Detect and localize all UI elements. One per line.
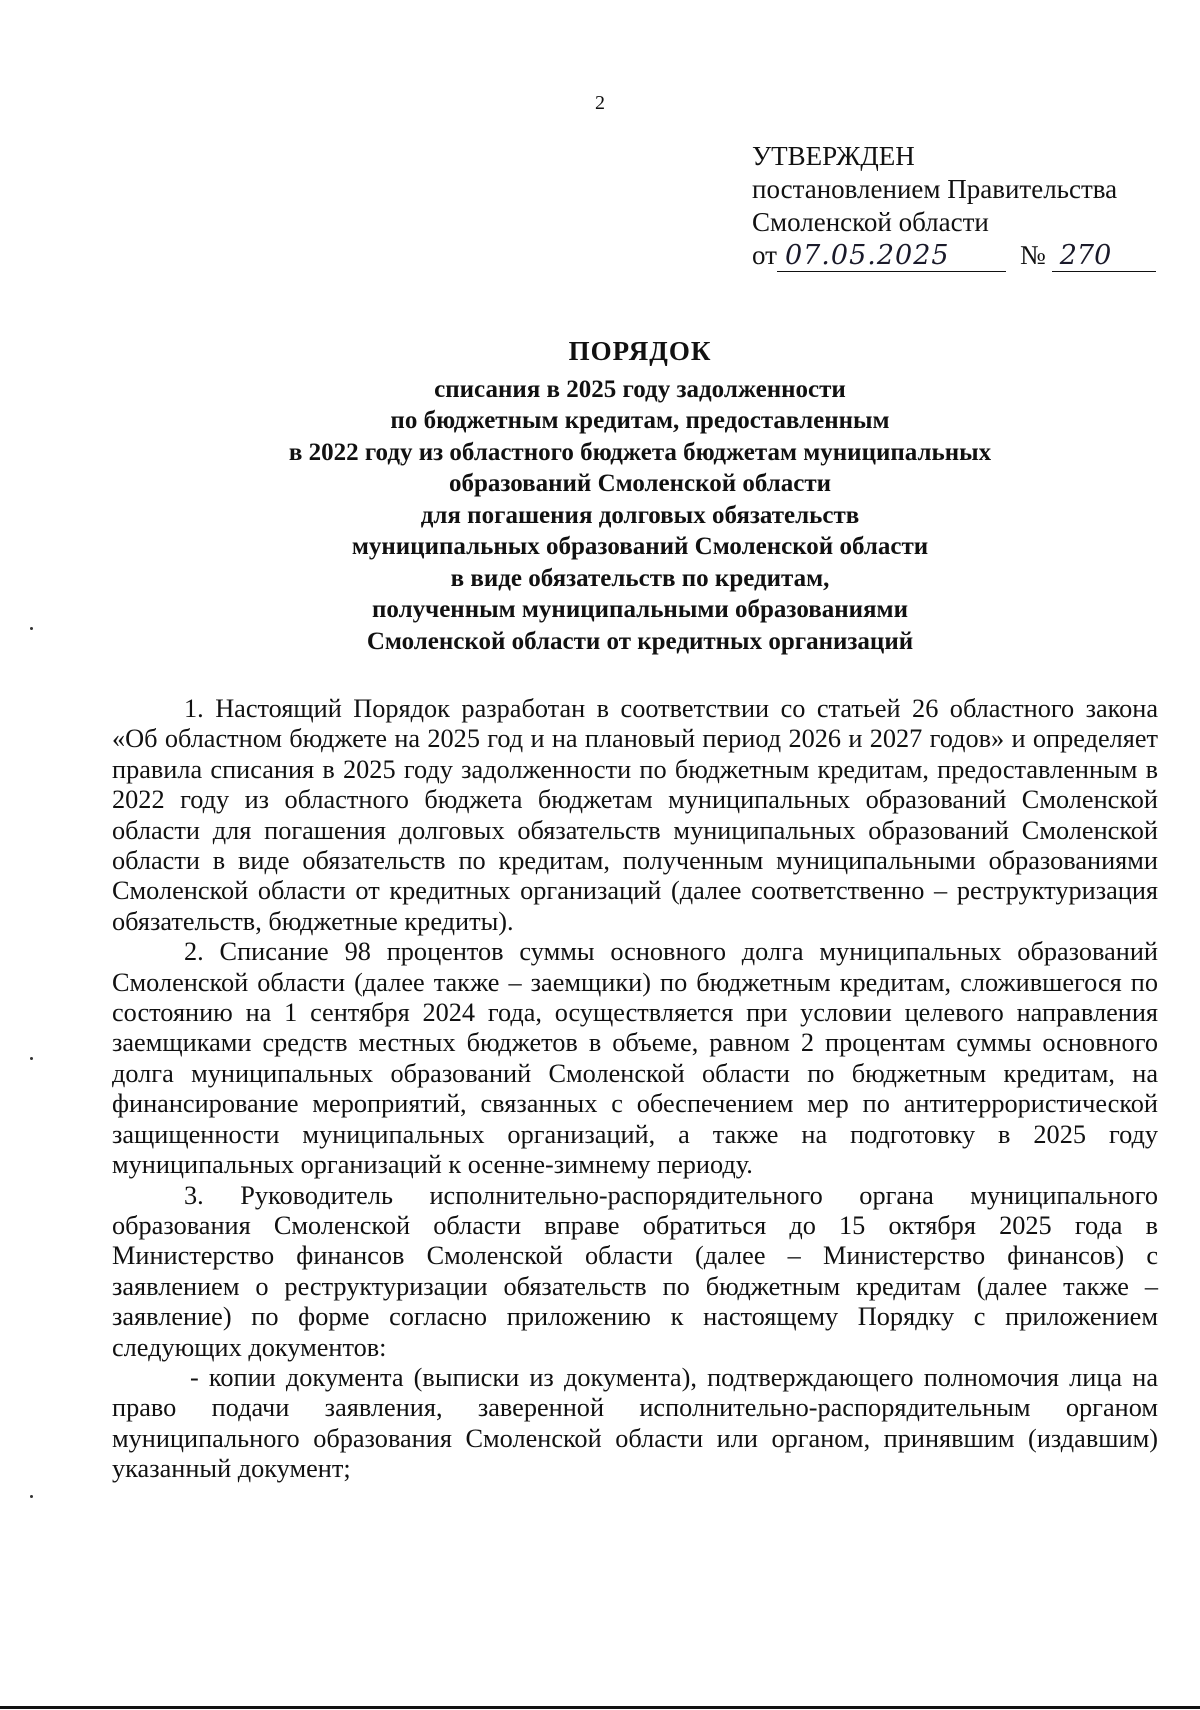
title-line: в 2022 году из областного бюджета бюджетам муниципальных	[288, 438, 992, 466]
paragraph-1: 1. Настоящий Порядок разработан в соответствии со статьей 26 областного закона «Об областном бюджете на 2025 год и на плановый период 2026 и 2027 годов» и определяет правила списания в 2025 году задолженности по бюджетным кредитам, предоставленным в 2022 году из областного бюджета бюджетам муниципальных образований Смоленской области для погашения долговых обязательств муниципальных образований Смоленской области в виде обязательств по кредитам, полученным муниципальными образованиями Смоленской области от кредитных организаций (далее соответственно – реструктуризация обязательств, бюджетные кредиты).	[112, 694, 1158, 936]
approval-line-1: постановлением Правительства	[752, 174, 1118, 204]
paragraph-3: 3. Руководитель исполнительно-распорядительного органа муниципального образования Смоленской области вправе обратиться до 15 октября 2025 года в Министерство финансов Смоленской области (далее – Министерство финансов) с заявлением о реструктуризации обязательств по бюджетным кредитам (далее также – заявление) по форме согласно приложению к настоящему Порядку с приложением следующих документов:	[112, 1180, 1158, 1362]
title-line: полученным муниципальными образованиями	[372, 596, 908, 623]
title-line: образований Смоленской области	[448, 470, 832, 497]
handwritten-date: 07.05.2025	[777, 241, 1006, 272]
approval-stamp-block	[752, 140, 1172, 272]
paragraph-list-item: - копии документа (выписки из документа), подтверждающего полномочия лица на право подачи заявления, заверенной исполнительно-распорядительным органом муниципального образования Смоленской области или органом, принявшим (издавшим) указанный документ;	[112, 1362, 1158, 1484]
title-line: по бюджетным кредитам, предоставленным	[390, 407, 890, 434]
number-prefix: №	[1019, 240, 1046, 270]
title-line: для погашения долговых обязательств	[420, 501, 860, 529]
title-line: Смоленской области от кредитных организаций	[366, 627, 914, 655]
approval-heading: УТВЕРЖДЕН	[752, 141, 915, 171]
title-line: в виде обязательств по кредитам,	[450, 564, 830, 592]
paragraph-2: 2. Списание 98 процентов суммы основного долга муниципальных образований Смоленской области (далее также – заемщики) по бюджетным кредитам, сложившегося по состоянию на 1 сентября 2024 года, осуществляется при условии целевого направления заемщиками средств местных бюджетов в объеме, равном 2 процентам суммы основного долга муниципальных образований Смоленской области по бюджетным кредитам, на финансирование мероприятий, связанных с обеспечением мер по антитеррористической защищенности муниципальных организаций, а также на подготовку в 2025 году муниципальных организаций к осенне-зимнему периоду.	[112, 937, 1158, 1180]
approval-date-row	[752, 239, 1172, 272]
scan-speck	[30, 1495, 33, 1498]
scan-speck	[30, 627, 33, 630]
handwritten-number: 270	[1052, 241, 1156, 272]
title-main: ПОРЯДОК	[568, 336, 712, 366]
document-body	[112, 694, 1158, 1485]
approval-line-2: Смоленской области	[752, 207, 989, 237]
title-line: списания в 2025 году задолженности	[434, 375, 846, 403]
scan-speck	[30, 1057, 33, 1060]
document-title	[120, 336, 1160, 657]
page-number: 2	[595, 92, 605, 114]
date-prefix: от	[752, 240, 777, 270]
title-line: муниципальных образований Смоленской области	[351, 533, 929, 560]
page-bottom-edge	[0, 1706, 1200, 1709]
